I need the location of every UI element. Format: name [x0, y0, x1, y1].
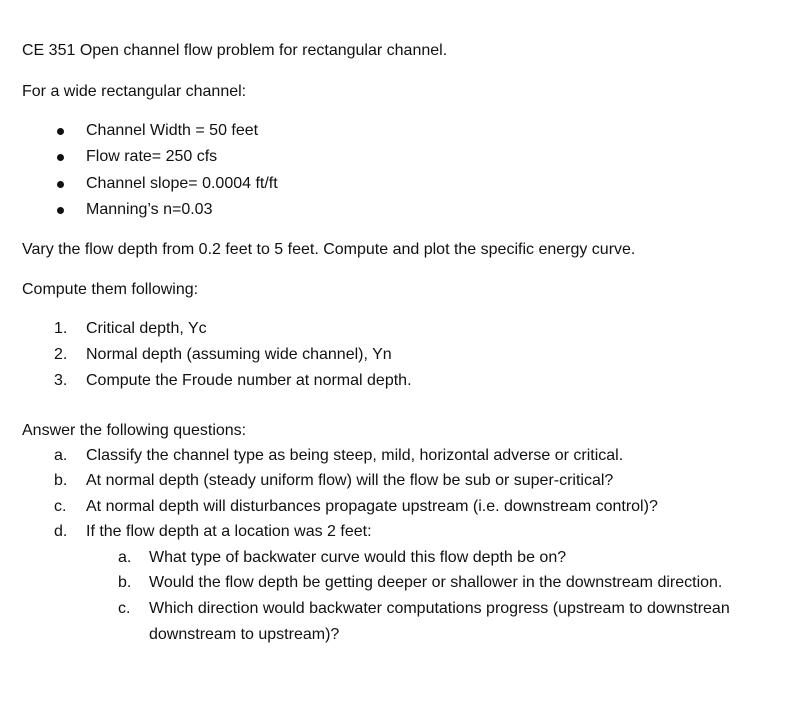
question-item: Classify the channel type as being steep, mild, horizontal adverse or critical.: [86, 447, 624, 464]
intro-text: For a wide rectangular channel:: [22, 83, 247, 100]
list-number: 2.: [54, 346, 68, 363]
vary-instruction: Vary the flow depth from 0.2 feet to 5 feet. Compute and plot the specific energy curve.: [22, 241, 636, 258]
given-item: Channel slope= 0.0004 ft/ft: [86, 175, 278, 192]
answer-heading: Answer the following questions:: [22, 422, 247, 439]
compute-heading: Compute them following:: [22, 281, 199, 298]
question-item: At normal depth (steady uniform flow) will the flow be sub or super-critical?: [86, 472, 614, 489]
compute-item: Critical depth, Yc: [86, 320, 207, 337]
sub-question-item: Would the flow depth be getting deeper or shallower in the downstream direction.: [149, 574, 723, 591]
sub-question-item: Which direction would backwater computations progress (upstream to downstrean: [149, 600, 730, 617]
given-item: Flow rate= 250 cfs: [86, 148, 218, 165]
compute-item: Compute the Froude number at normal depth.: [86, 372, 412, 389]
bullet-icon: [57, 207, 64, 214]
sub-question-item: What type of backwater curve would this flow depth be on?: [149, 549, 567, 566]
bullet-icon: [57, 154, 64, 161]
list-letter: b.: [54, 472, 68, 489]
given-item: Channel Width = 50 feet: [86, 122, 259, 139]
list-letter: c.: [54, 498, 67, 515]
given-item: Manning’s n=0.03: [86, 201, 213, 218]
bullet-icon: [57, 181, 64, 188]
list-letter: d.: [54, 523, 68, 540]
document-title: CE 351 Open channel flow problem for rectangular channel.: [22, 42, 448, 59]
list-letter: b.: [118, 574, 132, 591]
list-letter: a.: [54, 447, 68, 464]
question-item: At normal depth will disturbances propagate upstream (i.e. downstream control)?: [86, 498, 658, 515]
list-number: 1.: [54, 320, 68, 337]
list-letter: a.: [118, 549, 132, 566]
sub-question-continuation: downstream to upstream)?: [149, 626, 340, 643]
question-item: If the flow depth at a location was 2 feet:: [86, 523, 372, 540]
bullet-icon: [57, 128, 64, 135]
list-number: 3.: [54, 372, 68, 389]
list-letter: c.: [118, 600, 131, 617]
compute-item: Normal depth (assuming wide channel), Yn: [86, 346, 392, 363]
